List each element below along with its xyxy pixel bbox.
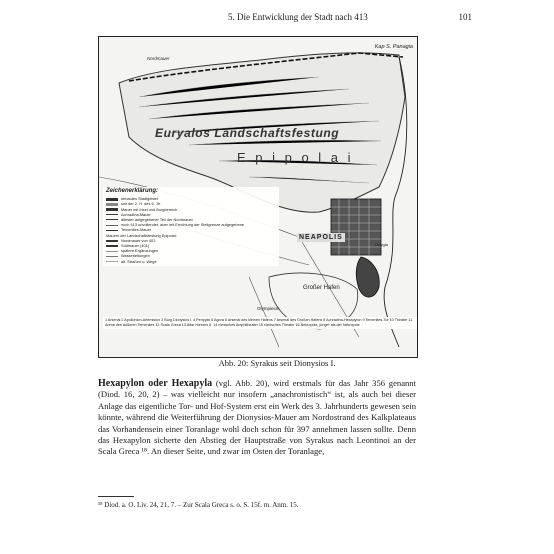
legend-item: Temenites-Mauer [106,227,276,232]
legend-item: noch 413 unvollendet, aber mit Errichtung der Steilgrenze aufgegebene [106,222,276,227]
map-legend [103,187,279,266]
figure-caption: Abb. 20: Syrakus seit Dionysios I. [218,358,336,368]
paragraph-lead: Hexapylon oder Hexapyla [98,378,213,389]
legend-swatch [106,208,118,211]
map-label-olympieion: Olympieion [257,306,280,311]
legend-item: spätere Ergänzungen [106,248,276,253]
legend-swatch [106,230,118,231]
legend-item: Nordmauer von 402 [106,238,276,243]
map-figure [98,36,418,358]
legend-item: Mauern der Landschaftsfestung Epipolai: [106,232,177,238]
legend-item: ältester aufgegebener Teil der Nordmauer [106,217,276,222]
legend-item: seit der 2. H. des 6. Jh. [106,201,276,206]
map-label-ortygia: Ortygia [375,242,388,247]
legend-swatch [106,261,118,262]
map-label-fortress: Euryalos Landschaftsfestung [155,126,340,140]
map-label-nordmauer: Nordmauer [147,56,170,61]
map-numbered-key: 1 Arsenal 2 Apollonion-Artemision 3 Burg Dionysios I. 4 Peripylis 5 Agora 6 Arsenal des kleinen Hafens 7 Arsenal des Großen Hafens 8 Achradina-Hexapylon 9 Temenites-Tor 10 Theater 11 Arena des äußeren Temenites 12 Scala Greca 13 Altar Hierons II. 14 römisches Amphitheater 15 römisches Theater 16 Nekropole, jünger als der Nekropole [103,317,417,329]
legend-item: Achradina-Mauer [106,212,276,217]
legend-swatch [106,256,118,257]
footnote-rule [98,496,134,497]
page-number: 101 [458,12,472,22]
legend-item: bebautes Stadtgebiet [106,196,276,201]
legend-swatch [106,240,118,242]
legend-item: alt. Straßen u. Wege [106,259,276,264]
legend-title: Zeichenerklärung: [106,188,159,194]
legend-swatch [106,203,118,206]
ortygia-island [356,257,379,297]
city-block [331,199,381,255]
legend-item: Mauer mit Insel und Burgbereich [106,207,276,212]
map-label-neapolis: NEAPOLIS [299,234,343,241]
legend-swatch [106,251,118,252]
legend-item: Südmauer (401) [106,243,276,248]
footnote: ¹⁸ Diod. a. O. Liv. 24, 21, 7. – Zur Scala Greca s. o. S. 15f. m. Anm. 15. [98,501,299,509]
legend-swatch [106,245,118,247]
legend-swatch [106,214,118,215]
body-paragraph [98,378,416,458]
legend-swatch [106,198,118,201]
legend-swatch [106,219,118,220]
legend-item: Wasserleitungen [106,253,276,258]
map-label-kap: Kap S. Panagia [374,44,413,50]
map-label-harbor: Großer Hafen [303,285,340,291]
legend-swatch [106,225,118,226]
paragraph-text: (vgl. Abb. 20), wird erstmals für das Jahr 356 genannt (Diod. 16, 20, 2) – was vielleicht nur insofern „anachronistisch“ ist, als auch bei dieser Anlage das eigentliche Tor- und Hof-System erst ein Werk des 3. Jahrhunderts gewesen sein könnte, während die Weiterführung der Dionysios-Mauer am Nordostrand des Kalkplateaus das Vorhandensein einer Toranlage wohl doch schon für 397 annehmen lassen sollte. Denn das Hexapylon sicherte den Abstieg der Hauptstraße von Syrakus nach Leontinoi an der Scala Greca ¹⁸. An dieser Seite, und zwar im Osten der Toranlage, [98,378,416,457]
running-head: 5. Die Entwicklung der Stadt nach 413 [228,12,368,22]
map-label-epipolai: E p i p o l a i [237,150,354,165]
